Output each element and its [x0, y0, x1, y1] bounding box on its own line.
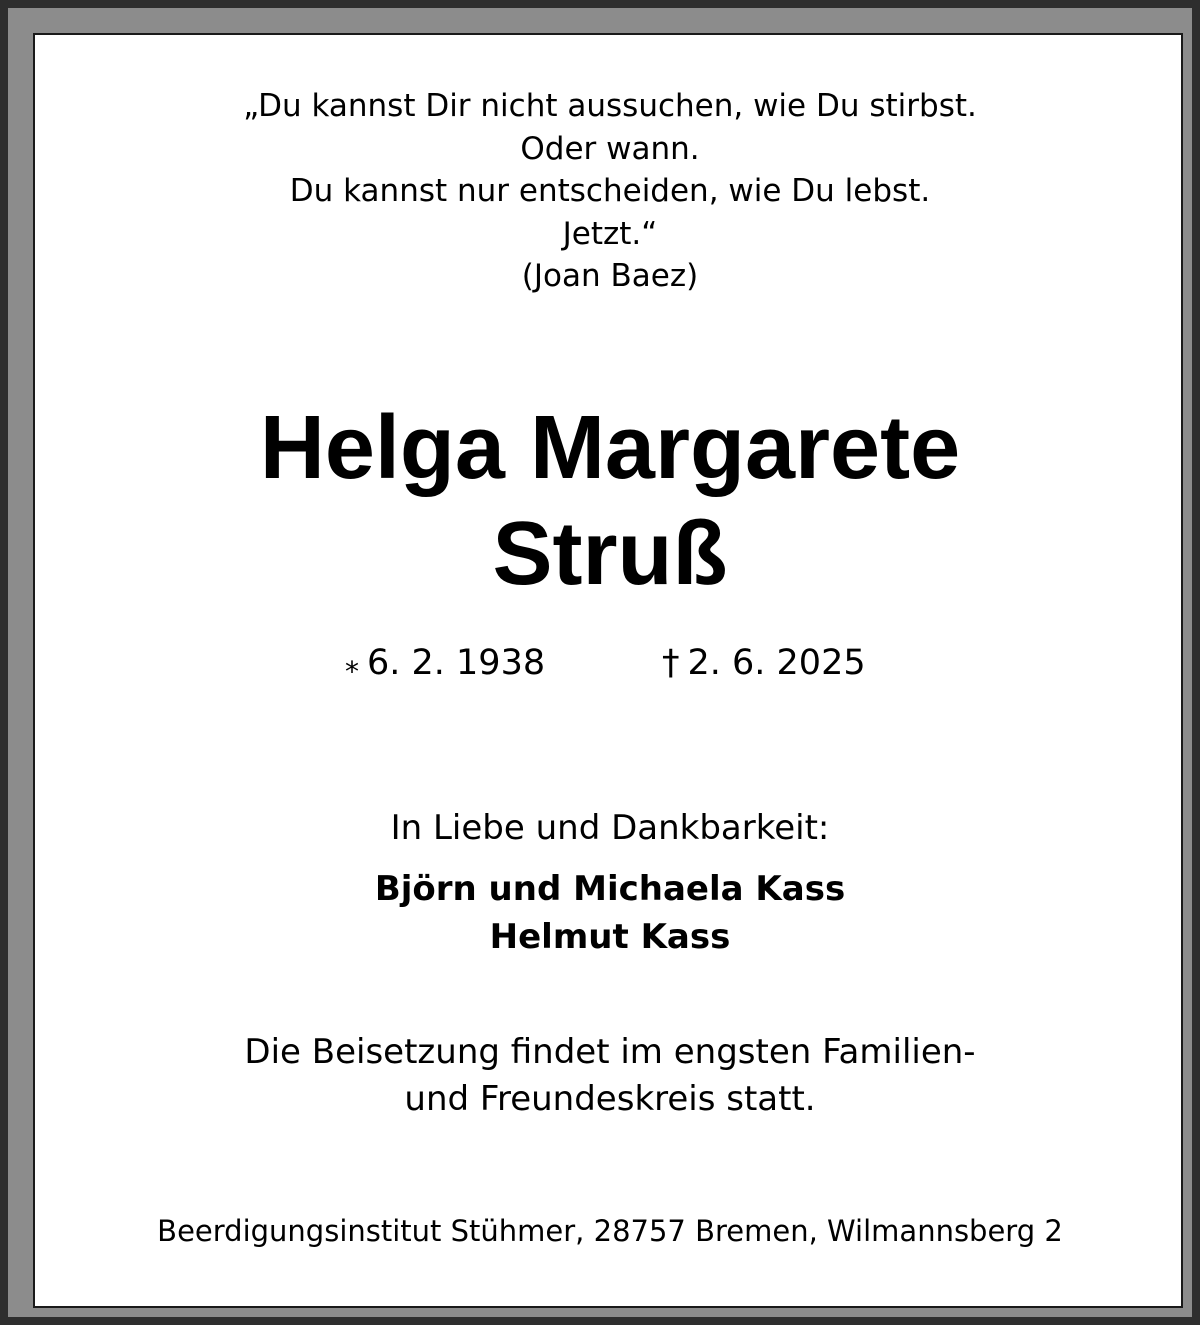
quote-block: [35, 85, 1185, 298]
mourners-intro: In Liebe und Dankbarkeit:: [390, 808, 830, 848]
quote-line: „Du kannst Dir nicht aussuchen, wie Du stirbst.: [243, 88, 977, 124]
birth-date-group: [345, 639, 545, 687]
mourner-name: Björn und Michaela Kass: [374, 869, 846, 909]
deceased-name: [35, 395, 1185, 607]
funeral-note-line: und Freundeskreis statt.: [404, 1079, 816, 1119]
quote-line: Du kannst nur entscheiden, wie Du lebst.: [289, 173, 931, 209]
death-date-group: [662, 639, 866, 687]
quote-line: Jetzt.“: [562, 215, 658, 252]
mourner-name: Helmut Kass: [489, 917, 731, 957]
quote-line: Oder wann.: [520, 130, 700, 167]
life-dates: [35, 639, 1185, 687]
undertaker-footer: Beerdigungsinstitut Stühmer, 28757 Bremen, Wilmannsberg 2: [157, 1214, 1063, 1248]
birth-star-icon: ⁎: [345, 646, 359, 679]
deceased-name-first: Helga Margarete: [259, 398, 961, 498]
birth-date: 6. 2. 1938: [367, 643, 546, 683]
deceased-name-last: Struß: [492, 504, 728, 604]
death-cross-icon: †: [662, 643, 680, 683]
death-date: 2. 6. 2025: [687, 643, 866, 683]
funeral-note: [35, 1029, 1185, 1123]
mourners-list: [35, 865, 1185, 961]
obituary-notice: [33, 33, 1183, 1308]
quote-author: (Joan Baez): [521, 258, 699, 294]
funeral-note-line: Die Beisetzung findet im engsten Familien-: [244, 1032, 976, 1072]
